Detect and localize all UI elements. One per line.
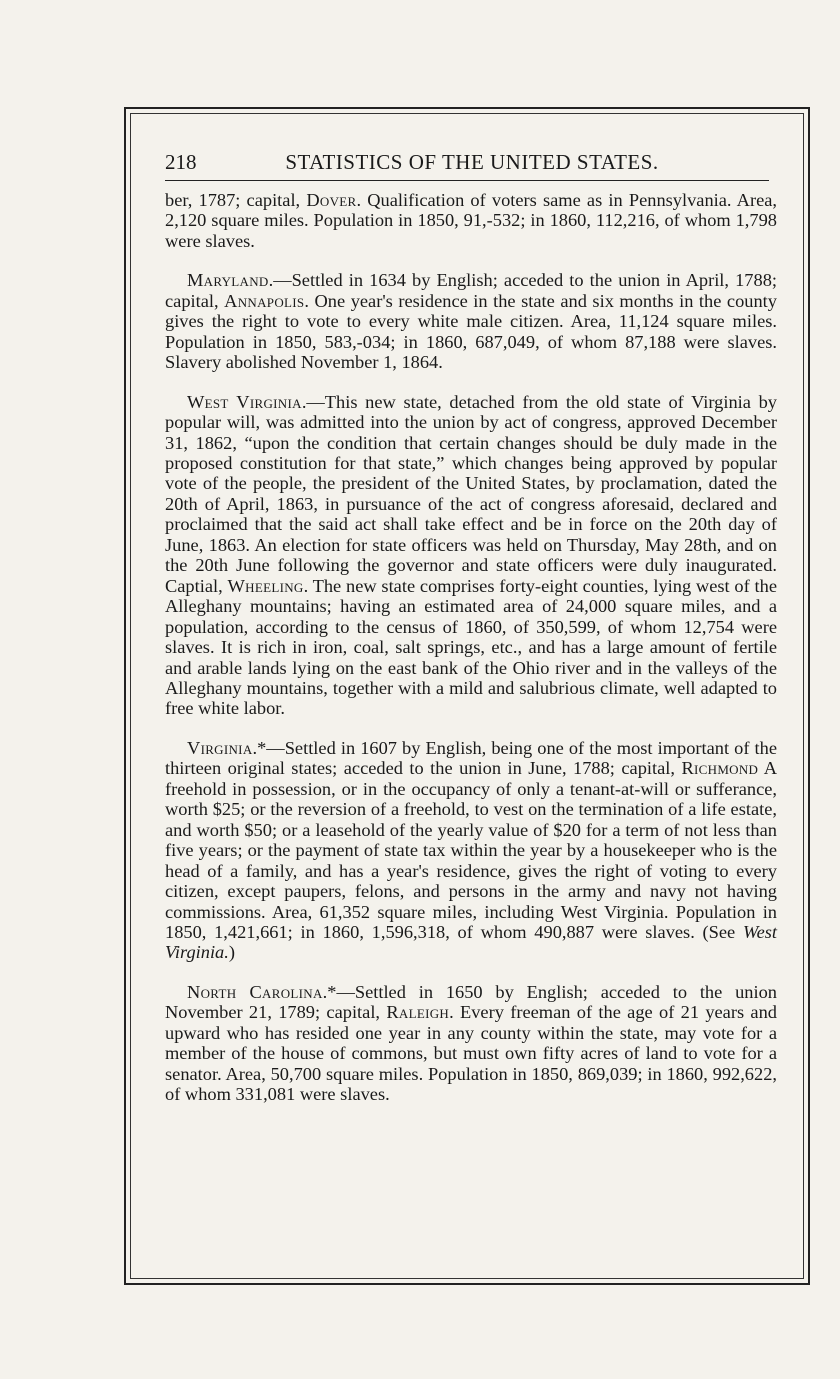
header-rule — [165, 180, 769, 181]
text-span: ber, 1787; capital, — [165, 190, 307, 210]
text-span: . Every freeman of the age of 21 years and upward who has resided one year in any county within the state, may vote for a member of the house of commons, but must own fifty acres of land to vote for a senator. Area, 50,700 square miles. Population in 1850, 869,039; in 1860, 992,622, of whom 331,081 were slaves. — [165, 1002, 777, 1105]
paragraph-delaware-continued — [165, 190, 777, 251]
capital-richmond: Richmond — [681, 758, 759, 779]
page-title: STATISTICS OF THE UNITED STATES. — [285, 150, 659, 174]
text-span: . The new state comprises forty-eight counties, lying west of the Alleghany mountains; having an estimated area of 24,000 square miles, and a population, according to the census of 1860, of 350,599, of whom 12,754 were slaves. It is rich in iron, coal, salt springs, etc., and has a large amount of fertile and arable lands lying on the east bank of the Ohio river and in the valleys of the Alleghany mountains, together with a mild and salubrious climate, well adapted to free white labor. — [165, 575, 777, 719]
text-span: .*—Settled in 1607 by English, being one of the most important of the thirteen original states; acceded to the union in June, 1788; capital, — [165, 737, 777, 779]
capital-raleigh: Raleigh — [386, 1002, 450, 1023]
state-name-virginia: Virginia — [187, 737, 253, 758]
text-span: .—Settled in 1634 by English; acceded to the union in April, 1788; capital, — [165, 270, 777, 311]
capital-dover: Dover — [306, 190, 357, 210]
state-name-west-virginia: West Virginia — [187, 391, 302, 412]
text-span: ) — [228, 942, 235, 963]
capital-wheeling: Wheeling — [227, 575, 304, 596]
state-name-north-carolina: North Carolina — [187, 981, 323, 1002]
page-body — [165, 190, 777, 1124]
capital-annapolis: Annapolis — [224, 290, 305, 311]
page-number: 218 — [165, 150, 197, 174]
page-border-outer — [124, 107, 810, 1285]
page-header — [165, 150, 769, 180]
text-span: A freehold in possession, or in the occupancy of only a tenant-at-will or sufferance, worth $25; or the reversion of a freehold, to vest on the termination of a life estate, and worth $50; or a leasehold of the yearly value of $20 for a term of not less than five years; or the payment of state tax within the year by a housekeeper who is the head of a family, and has a year's residence, gives the right of voting to every citizen, except paupers, felons, and persons in the army and navy not having commissions. Area, 61,352 square miles, including West Virginia. Population in 1850, 1,421,661; in 1860, 1,596,318, of whom 490,887 were slaves. (See — [165, 758, 777, 942]
text-span: . One year's residence in the state and six months in the county gives the right to vote to every white male citizen. Area, 11,124 square miles. Population in 1850, 583,-034; in 1860, 687,049, of whom 87,188 were slaves. Slavery abolished November 1, 1864. — [165, 290, 777, 373]
text-span: .—This new state, detached from the old state of Virginia by popular will, was admitted into the union by act of congress, approved December 31, 1862, “upon the condition that certain changes should be duly made in the proposed constitution for that state,” which changes being approved by popular vote of the people, the president of the United States, by proclamation, dated the 20th of April, 1863, in pursuance of the act of congress aforesaid, declared and proclaimed that the said act shall take effect and be in force on the 20th day of June, 1863. An election for state officers was held on Thursday, May 28th, and on the 20th June following the governor and state officers were duly inaugurated. Captial, — [165, 391, 777, 596]
page-border-inner — [130, 113, 804, 1279]
text-span: . Qualification of voters same as in Pennsylvania. Area, 2,120 square miles. Population in 1850, 91,-532; in 1860, 112,216, of whom 1,798 were slaves. — [165, 190, 777, 251]
see-reference: West Virginia. — [165, 921, 777, 963]
paragraph-north-carolina — [165, 982, 777, 1105]
paragraph-maryland — [165, 270, 777, 372]
paragraph-virginia — [165, 738, 777, 963]
state-name-maryland: Maryland — [187, 270, 269, 291]
paragraph-west-virginia — [165, 392, 777, 719]
text-span: .*—Settled in 1650 by English; acceded to the union November 21, 1789; capital, — [165, 981, 777, 1023]
